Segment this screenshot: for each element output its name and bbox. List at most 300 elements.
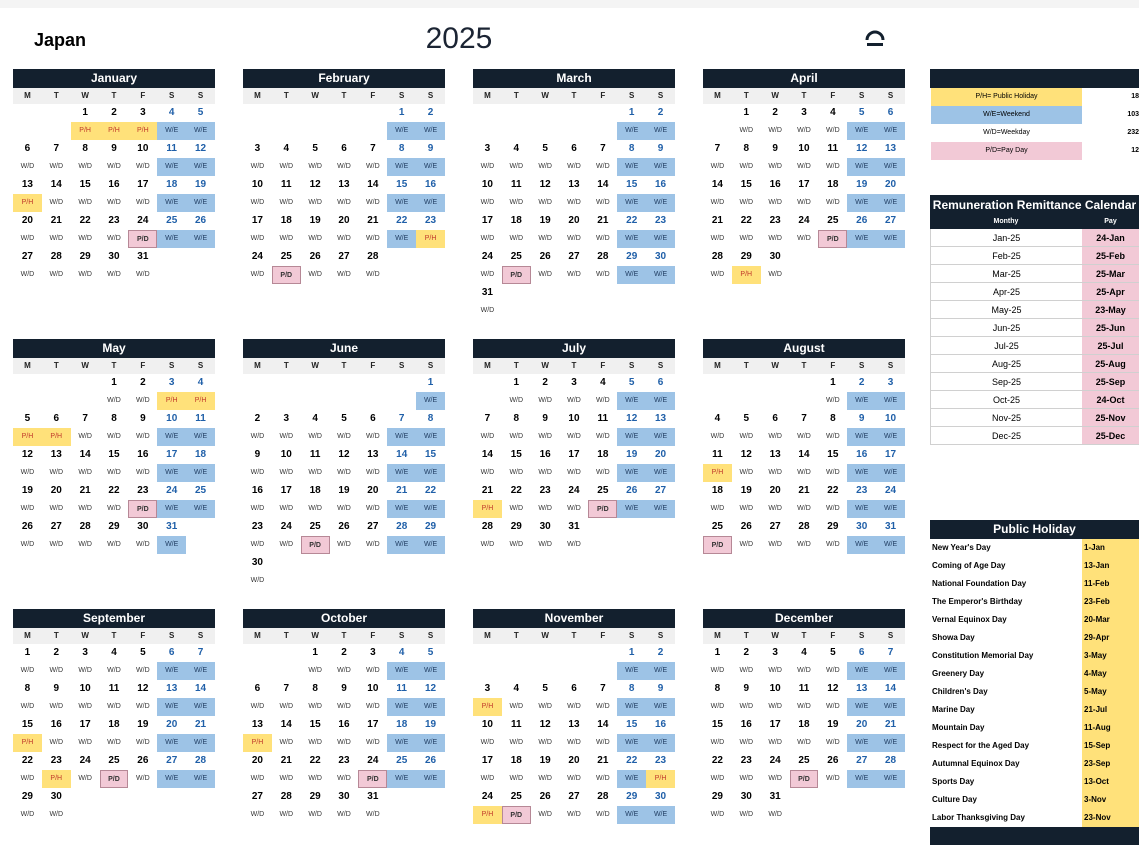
day-cell[interactable]: [186, 482, 215, 518]
day-cell[interactable]: [42, 446, 71, 482]
day-cell[interactable]: [617, 482, 646, 518]
day-cell[interactable]: [761, 482, 790, 518]
day-cell[interactable]: [732, 104, 761, 140]
day-cell[interactable]: [732, 140, 761, 176]
day-cell[interactable]: [128, 410, 157, 446]
day-cell[interactable]: [588, 446, 617, 482]
day-cell[interactable]: [646, 644, 675, 680]
day-cell[interactable]: [243, 518, 272, 554]
day-cell[interactable]: [502, 212, 531, 248]
day-cell[interactable]: [157, 752, 186, 788]
day-cell[interactable]: [876, 374, 905, 410]
day-cell[interactable]: [588, 752, 617, 788]
day-cell[interactable]: [847, 518, 876, 554]
day-cell[interactable]: [703, 788, 732, 824]
day-cell[interactable]: [790, 680, 819, 716]
day-cell[interactable]: [416, 644, 445, 680]
day-cell[interactable]: [301, 752, 330, 788]
day-cell[interactable]: [588, 680, 617, 716]
day-cell[interactable]: [157, 518, 186, 554]
day-cell[interactable]: [301, 680, 330, 716]
day-cell[interactable]: [13, 680, 42, 716]
day-cell[interactable]: [358, 446, 387, 482]
day-cell[interactable]: [646, 104, 675, 140]
day-cell[interactable]: [560, 716, 589, 752]
day-cell[interactable]: [473, 212, 502, 248]
day-cell[interactable]: [330, 716, 359, 752]
day-cell[interactable]: [157, 104, 186, 140]
day-cell[interactable]: [42, 680, 71, 716]
day-cell[interactable]: [416, 482, 445, 518]
day-cell[interactable]: [847, 716, 876, 752]
day-cell[interactable]: [531, 212, 560, 248]
day-cell[interactable]: [847, 446, 876, 482]
day-cell[interactable]: [42, 140, 71, 176]
day-cell[interactable]: [42, 752, 71, 788]
day-cell[interactable]: [128, 140, 157, 176]
day-cell[interactable]: [358, 248, 387, 284]
day-cell[interactable]: [703, 752, 732, 788]
day-cell[interactable]: [13, 788, 42, 824]
day-cell[interactable]: [387, 716, 416, 752]
day-cell[interactable]: [502, 446, 531, 482]
day-cell[interactable]: [71, 248, 100, 284]
day-cell[interactable]: [272, 482, 301, 518]
day-cell[interactable]: [416, 518, 445, 554]
day-cell[interactable]: [100, 374, 129, 410]
day-cell[interactable]: [818, 482, 847, 518]
day-cell[interactable]: [847, 104, 876, 140]
day-cell[interactable]: [358, 716, 387, 752]
day-cell[interactable]: [646, 680, 675, 716]
day-cell[interactable]: [876, 176, 905, 212]
day-cell[interactable]: [186, 680, 215, 716]
day-cell[interactable]: [100, 176, 129, 212]
day-cell[interactable]: [761, 212, 790, 248]
day-cell[interactable]: [186, 752, 215, 788]
day-cell[interactable]: [761, 752, 790, 788]
day-cell[interactable]: [732, 752, 761, 788]
day-cell[interactable]: [560, 752, 589, 788]
day-cell[interactable]: [42, 176, 71, 212]
day-cell[interactable]: [646, 212, 675, 248]
day-cell[interactable]: [13, 140, 42, 176]
day-cell[interactable]: [761, 140, 790, 176]
day-cell[interactable]: [847, 482, 876, 518]
day-cell[interactable]: [243, 788, 272, 824]
day-cell[interactable]: [588, 716, 617, 752]
day-cell[interactable]: [128, 374, 157, 410]
day-cell[interactable]: [818, 104, 847, 140]
day-cell[interactable]: [732, 788, 761, 824]
day-cell[interactable]: [531, 446, 560, 482]
day-cell[interactable]: [71, 518, 100, 554]
day-cell[interactable]: [272, 212, 301, 248]
day-cell[interactable]: [703, 716, 732, 752]
day-cell[interactable]: [272, 716, 301, 752]
day-cell[interactable]: [358, 518, 387, 554]
day-cell[interactable]: [646, 788, 675, 824]
day-cell[interactable]: [876, 212, 905, 248]
day-cell[interactable]: [617, 140, 646, 176]
day-cell[interactable]: [157, 374, 186, 410]
day-cell[interactable]: [416, 374, 445, 410]
day-cell[interactable]: [157, 446, 186, 482]
day-cell[interactable]: [243, 140, 272, 176]
day-cell[interactable]: [646, 410, 675, 446]
day-cell[interactable]: [560, 680, 589, 716]
day-cell[interactable]: [71, 446, 100, 482]
day-cell[interactable]: [502, 752, 531, 788]
day-cell[interactable]: [330, 482, 359, 518]
day-cell[interactable]: [13, 446, 42, 482]
day-cell[interactable]: [531, 248, 560, 284]
day-cell[interactable]: [186, 644, 215, 680]
day-cell[interactable]: [560, 140, 589, 176]
day-cell[interactable]: [531, 680, 560, 716]
day-cell[interactable]: [790, 212, 819, 248]
day-cell[interactable]: [243, 482, 272, 518]
day-cell[interactable]: [502, 788, 531, 824]
day-cell[interactable]: [387, 482, 416, 518]
day-cell[interactable]: [13, 248, 42, 284]
day-cell[interactable]: [128, 248, 157, 284]
day-cell[interactable]: [560, 374, 589, 410]
day-cell[interactable]: [358, 752, 387, 788]
day-cell[interactable]: [761, 410, 790, 446]
day-cell[interactable]: [761, 446, 790, 482]
day-cell[interactable]: [617, 212, 646, 248]
day-cell[interactable]: [186, 374, 215, 410]
day-cell[interactable]: [157, 140, 186, 176]
day-cell[interactable]: [847, 644, 876, 680]
day-cell[interactable]: [272, 446, 301, 482]
day-cell[interactable]: [847, 176, 876, 212]
day-cell[interactable]: [646, 716, 675, 752]
day-cell[interactable]: [301, 644, 330, 680]
day-cell[interactable]: [387, 446, 416, 482]
day-cell[interactable]: [473, 248, 502, 284]
day-cell[interactable]: [617, 446, 646, 482]
day-cell[interactable]: [128, 518, 157, 554]
day-cell[interactable]: [71, 140, 100, 176]
day-cell[interactable]: [560, 446, 589, 482]
day-cell[interactable]: [818, 446, 847, 482]
day-cell[interactable]: [243, 752, 272, 788]
day-cell[interactable]: [243, 716, 272, 752]
day-cell[interactable]: [473, 482, 502, 518]
day-cell[interactable]: [473, 410, 502, 446]
day-cell[interactable]: [387, 518, 416, 554]
day-cell[interactable]: [358, 788, 387, 824]
day-cell[interactable]: [387, 410, 416, 446]
day-cell[interactable]: [272, 140, 301, 176]
day-cell[interactable]: [330, 248, 359, 284]
day-cell[interactable]: [617, 680, 646, 716]
day-cell[interactable]: [100, 446, 129, 482]
day-cell[interactable]: [13, 518, 42, 554]
day-cell[interactable]: [703, 644, 732, 680]
day-cell[interactable]: [71, 680, 100, 716]
day-cell[interactable]: [330, 446, 359, 482]
day-cell[interactable]: [732, 248, 761, 284]
day-cell[interactable]: [502, 248, 531, 284]
day-cell[interactable]: [560, 410, 589, 446]
day-cell[interactable]: [330, 752, 359, 788]
day-cell[interactable]: [272, 410, 301, 446]
day-cell[interactable]: [703, 176, 732, 212]
day-cell[interactable]: [473, 140, 502, 176]
day-cell[interactable]: [13, 410, 42, 446]
day-cell[interactable]: [71, 104, 100, 140]
day-cell[interactable]: [157, 212, 186, 248]
day-cell[interactable]: [531, 482, 560, 518]
day-cell[interactable]: [790, 644, 819, 680]
day-cell[interactable]: [617, 644, 646, 680]
day-cell[interactable]: [186, 176, 215, 212]
day-cell[interactable]: [243, 248, 272, 284]
day-cell[interactable]: [732, 518, 761, 554]
day-cell[interactable]: [847, 410, 876, 446]
day-cell[interactable]: [732, 410, 761, 446]
day-cell[interactable]: [243, 410, 272, 446]
day-cell[interactable]: [531, 518, 560, 554]
day-cell[interactable]: [100, 644, 129, 680]
day-cell[interactable]: [732, 680, 761, 716]
day-cell[interactable]: [588, 176, 617, 212]
day-cell[interactable]: [330, 176, 359, 212]
day-cell[interactable]: [330, 410, 359, 446]
day-cell[interactable]: [157, 680, 186, 716]
day-cell[interactable]: [128, 176, 157, 212]
day-cell[interactable]: [703, 212, 732, 248]
day-cell[interactable]: [186, 716, 215, 752]
day-cell[interactable]: [761, 104, 790, 140]
day-cell[interactable]: [703, 140, 732, 176]
day-cell[interactable]: [876, 482, 905, 518]
day-cell[interactable]: [876, 680, 905, 716]
day-cell[interactable]: [387, 212, 416, 248]
day-cell[interactable]: [560, 518, 589, 554]
day-cell[interactable]: [13, 176, 42, 212]
day-cell[interactable]: [186, 446, 215, 482]
day-cell[interactable]: [818, 752, 847, 788]
day-cell[interactable]: [387, 140, 416, 176]
day-cell[interactable]: [416, 212, 445, 248]
day-cell[interactable]: [531, 752, 560, 788]
day-cell[interactable]: [13, 644, 42, 680]
day-cell[interactable]: [818, 212, 847, 248]
day-cell[interactable]: [13, 716, 42, 752]
day-cell[interactable]: [876, 644, 905, 680]
day-cell[interactable]: [761, 716, 790, 752]
day-cell[interactable]: [732, 716, 761, 752]
day-cell[interactable]: [358, 680, 387, 716]
day-cell[interactable]: [473, 176, 502, 212]
day-cell[interactable]: [71, 716, 100, 752]
day-cell[interactable]: [502, 716, 531, 752]
day-cell[interactable]: [71, 212, 100, 248]
day-cell[interactable]: [416, 716, 445, 752]
day-cell[interactable]: [761, 518, 790, 554]
day-cell[interactable]: [588, 410, 617, 446]
day-cell[interactable]: [387, 752, 416, 788]
day-cell[interactable]: [790, 482, 819, 518]
day-cell[interactable]: [847, 140, 876, 176]
day-cell[interactable]: [790, 410, 819, 446]
day-cell[interactable]: [847, 374, 876, 410]
day-cell[interactable]: [876, 410, 905, 446]
day-cell[interactable]: [243, 176, 272, 212]
day-cell[interactable]: [588, 482, 617, 518]
day-cell[interactable]: [761, 680, 790, 716]
day-cell[interactable]: [13, 752, 42, 788]
day-cell[interactable]: [588, 140, 617, 176]
day-cell[interactable]: [416, 752, 445, 788]
day-cell[interactable]: [42, 716, 71, 752]
day-cell[interactable]: [157, 176, 186, 212]
day-cell[interactable]: [473, 680, 502, 716]
day-cell[interactable]: [732, 446, 761, 482]
day-cell[interactable]: [790, 104, 819, 140]
day-cell[interactable]: [876, 140, 905, 176]
day-cell[interactable]: [473, 284, 502, 320]
day-cell[interactable]: [531, 788, 560, 824]
day-cell[interactable]: [186, 410, 215, 446]
day-cell[interactable]: [416, 410, 445, 446]
day-cell[interactable]: [301, 518, 330, 554]
day-cell[interactable]: [560, 788, 589, 824]
day-cell[interactable]: [790, 518, 819, 554]
day-cell[interactable]: [560, 248, 589, 284]
day-cell[interactable]: [818, 176, 847, 212]
day-cell[interactable]: [502, 374, 531, 410]
day-cell[interactable]: [790, 752, 819, 788]
day-cell[interactable]: [157, 410, 186, 446]
day-cell[interactable]: [42, 788, 71, 824]
day-cell[interactable]: [157, 716, 186, 752]
day-cell[interactable]: [100, 752, 129, 788]
day-cell[interactable]: [646, 374, 675, 410]
day-cell[interactable]: [128, 212, 157, 248]
day-cell[interactable]: [761, 176, 790, 212]
day-cell[interactable]: [358, 140, 387, 176]
day-cell[interactable]: [761, 248, 790, 284]
day-cell[interactable]: [790, 176, 819, 212]
day-cell[interactable]: [617, 104, 646, 140]
day-cell[interactable]: [71, 482, 100, 518]
day-cell[interactable]: [272, 680, 301, 716]
day-cell[interactable]: [243, 554, 272, 590]
day-cell[interactable]: [703, 482, 732, 518]
day-cell[interactable]: [358, 482, 387, 518]
day-cell[interactable]: [876, 716, 905, 752]
day-cell[interactable]: [588, 374, 617, 410]
day-cell[interactable]: [502, 518, 531, 554]
day-cell[interactable]: [71, 176, 100, 212]
day-cell[interactable]: [473, 446, 502, 482]
day-cell[interactable]: [186, 104, 215, 140]
day-cell[interactable]: [876, 752, 905, 788]
day-cell[interactable]: [358, 212, 387, 248]
day-cell[interactable]: [818, 374, 847, 410]
day-cell[interactable]: [502, 410, 531, 446]
day-cell[interactable]: [703, 446, 732, 482]
day-cell[interactable]: [128, 680, 157, 716]
day-cell[interactable]: [502, 176, 531, 212]
day-cell[interactable]: [790, 716, 819, 752]
day-cell[interactable]: [330, 680, 359, 716]
day-cell[interactable]: [531, 374, 560, 410]
day-cell[interactable]: [502, 482, 531, 518]
day-cell[interactable]: [560, 482, 589, 518]
day-cell[interactable]: [790, 446, 819, 482]
day-cell[interactable]: [732, 644, 761, 680]
day-cell[interactable]: [560, 176, 589, 212]
day-cell[interactable]: [100, 212, 129, 248]
day-cell[interactable]: [847, 752, 876, 788]
day-cell[interactable]: [790, 140, 819, 176]
day-cell[interactable]: [703, 680, 732, 716]
day-cell[interactable]: [531, 410, 560, 446]
day-cell[interactable]: [387, 644, 416, 680]
day-cell[interactable]: [301, 716, 330, 752]
day-cell[interactable]: [128, 644, 157, 680]
day-cell[interactable]: [157, 644, 186, 680]
day-cell[interactable]: [531, 176, 560, 212]
day-cell[interactable]: [818, 410, 847, 446]
day-cell[interactable]: [301, 176, 330, 212]
day-cell[interactable]: [818, 680, 847, 716]
day-cell[interactable]: [272, 176, 301, 212]
day-cell[interactable]: [617, 410, 646, 446]
day-cell[interactable]: [761, 788, 790, 824]
day-cell[interactable]: [387, 176, 416, 212]
day-cell[interactable]: [847, 212, 876, 248]
day-cell[interactable]: [473, 518, 502, 554]
day-cell[interactable]: [301, 140, 330, 176]
day-cell[interactable]: [42, 212, 71, 248]
day-cell[interactable]: [128, 716, 157, 752]
day-cell[interactable]: [473, 788, 502, 824]
day-cell[interactable]: [42, 248, 71, 284]
day-cell[interactable]: [617, 716, 646, 752]
day-cell[interactable]: [646, 482, 675, 518]
day-cell[interactable]: [100, 482, 129, 518]
day-cell[interactable]: [502, 140, 531, 176]
day-cell[interactable]: [13, 482, 42, 518]
day-cell[interactable]: [358, 644, 387, 680]
day-cell[interactable]: [646, 248, 675, 284]
day-cell[interactable]: [617, 374, 646, 410]
day-cell[interactable]: [732, 482, 761, 518]
day-cell[interactable]: [761, 644, 790, 680]
day-cell[interactable]: [330, 518, 359, 554]
day-cell[interactable]: [818, 140, 847, 176]
day-cell[interactable]: [330, 212, 359, 248]
day-cell[interactable]: [646, 176, 675, 212]
day-cell[interactable]: [531, 140, 560, 176]
day-cell[interactable]: [588, 788, 617, 824]
day-cell[interactable]: [42, 482, 71, 518]
day-cell[interactable]: [703, 248, 732, 284]
day-cell[interactable]: [243, 212, 272, 248]
day-cell[interactable]: [330, 644, 359, 680]
day-cell[interactable]: [100, 140, 129, 176]
day-cell[interactable]: [243, 680, 272, 716]
day-cell[interactable]: [560, 212, 589, 248]
day-cell[interactable]: [358, 410, 387, 446]
